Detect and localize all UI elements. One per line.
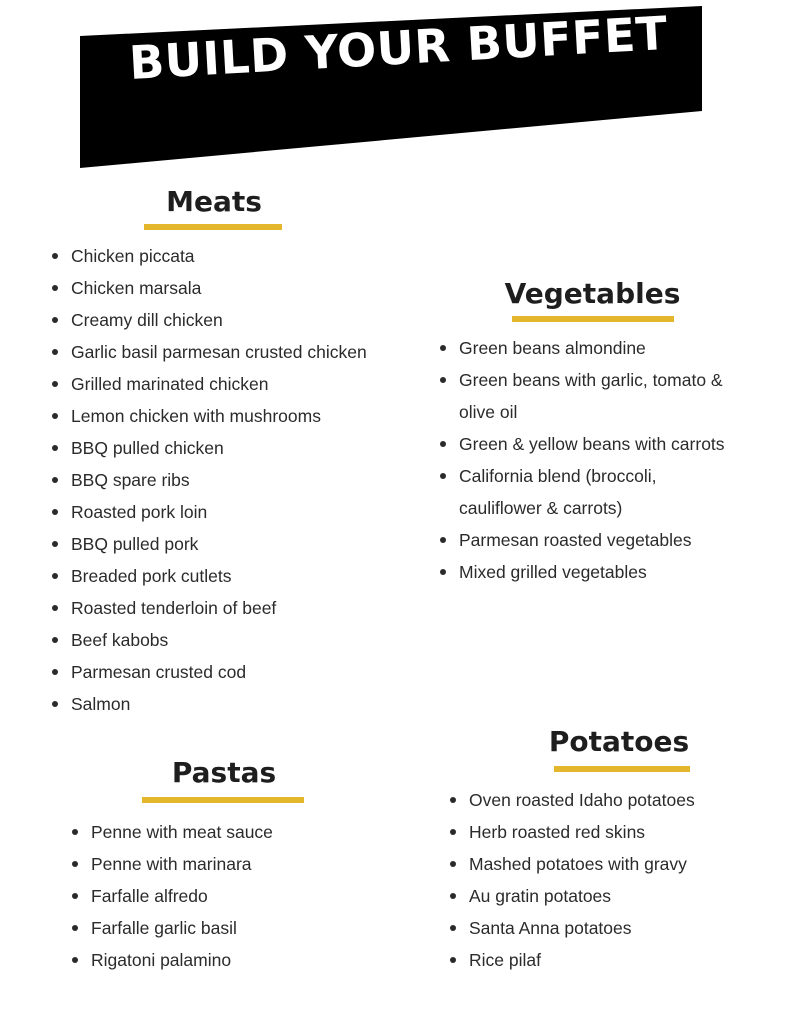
vegetables-heading: Vegetables <box>504 277 681 310</box>
list-item: Chicken marsala <box>52 272 432 304</box>
list-item: Lemon chicken with mushrooms <box>52 400 432 432</box>
list-item: Green & yellow beans with carrots <box>440 428 760 460</box>
list-item: BBQ pulled chicken <box>52 432 432 464</box>
list-item: Salmon <box>52 688 432 720</box>
vegetables-list <box>440 332 760 588</box>
list-item: Parmesan roasted vegetables <box>440 524 760 556</box>
list-item: Au gratin potatoes <box>450 880 770 912</box>
list-item: Santa Anna potatoes <box>450 912 770 944</box>
potatoes-underline <box>554 766 690 772</box>
page-title: BUILD YOUR BUFFET <box>127 5 670 90</box>
list-item: California blend (broccoli, cauliflower & carrots) <box>440 460 694 524</box>
list-item: Farfalle alfredo <box>72 880 372 912</box>
list-item: Roasted tenderloin of beef <box>52 592 432 624</box>
list-item: Roasted pork loin <box>52 496 432 528</box>
potatoes-heading: Potatoes <box>548 725 690 758</box>
list-item: Oven roasted Idaho potatoes <box>450 784 770 816</box>
pastas-underline <box>142 797 304 803</box>
list-item: Garlic basil parmesan crusted chicken <box>52 336 432 368</box>
list-item: Penne with meat sauce <box>72 816 372 848</box>
list-item: Green beans with garlic, tomato & olive oil <box>440 364 749 428</box>
list-item: Grilled marinated chicken <box>52 368 432 400</box>
pastas-heading: Pastas <box>171 756 277 789</box>
meats-list <box>52 240 432 720</box>
list-item: BBQ spare ribs <box>52 464 432 496</box>
list-item: Chicken piccata <box>52 240 432 272</box>
list-item: Mashed potatoes with gravy <box>450 848 770 880</box>
list-item: Green beans almondine <box>440 332 760 364</box>
list-item: Penne with marinara <box>72 848 372 880</box>
list-item: Beef kabobs <box>52 624 432 656</box>
list-item: Rice pilaf <box>450 944 770 976</box>
list-item: Creamy dill chicken <box>52 304 432 336</box>
vegetables-underline <box>512 316 674 322</box>
meats-heading: Meats <box>166 185 262 218</box>
list-item: Farfalle garlic basil <box>72 912 372 944</box>
list-item: Mixed grilled vegetables <box>440 556 760 588</box>
potatoes-list <box>450 784 770 976</box>
list-item: Herb roasted red skins <box>450 816 770 848</box>
list-item: Parmesan crusted cod <box>52 656 432 688</box>
list-item: Breaded pork cutlets <box>52 560 432 592</box>
meats-underline <box>144 224 282 230</box>
pastas-list <box>72 816 372 976</box>
list-item: BBQ pulled pork <box>52 528 432 560</box>
list-item: Rigatoni palamino <box>72 944 372 976</box>
